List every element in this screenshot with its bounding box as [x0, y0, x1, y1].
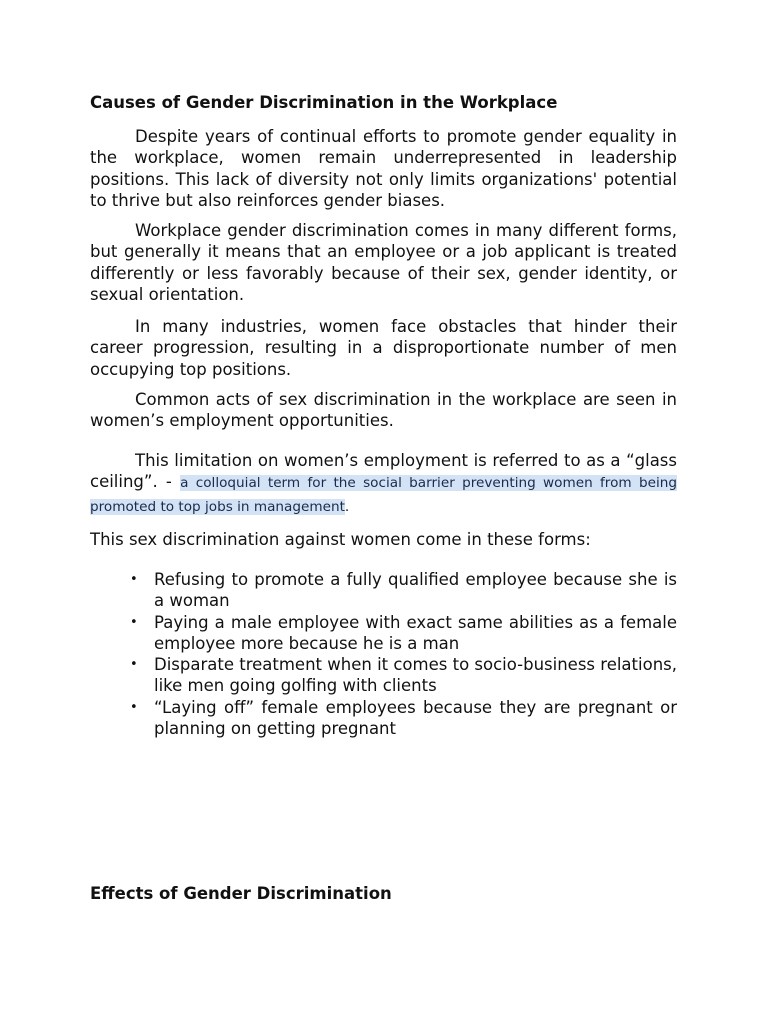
list-item-text: “Laying off” female employees because they are pregnant or planning on getting pregnant	[154, 697, 677, 739]
list-item	[90, 654, 677, 697]
paragraph-common-acts: Common acts of sex discrimination in the workplace are seen in women’s employment opportunities.	[90, 390, 677, 431]
list-item-text: Paying a male employee with exact same abilities as a female employee more because he is a man	[154, 612, 677, 653]
bullet-icon: •	[130, 657, 138, 673]
forms-list	[90, 569, 677, 739]
list-item	[90, 612, 677, 655]
bullet-icon: •	[130, 572, 138, 587]
glass-ceiling-end: .	[344, 498, 350, 515]
section-heading-causes: Causes of Gender Discrimination in the Workplace	[90, 93, 558, 112]
bullet-icon: •	[130, 699, 138, 715]
section-heading-effects: Effects of Gender Discrimination	[90, 884, 392, 903]
paragraph-obstacles: In many industries, women face obstacles that hinder their career progression, resulting in a disproportionate number of men occupying top positions.	[90, 317, 677, 379]
bullet-icon: •	[130, 614, 138, 630]
glass-ceiling-definition-highlight: a colloquial term for the social barrier preventing women from being promoted to top jobs in management	[90, 475, 677, 515]
list-item-text: Refusing to promote a fully qualified employee because she is a woman	[154, 570, 677, 611]
paragraph-definition: Workplace gender discrimination comes in many different forms, but generally it means that an employee or a job applicant is treated differently or less favorably because of their sex, gender identity, or sexual orientation.	[90, 221, 677, 304]
glass-ceiling-lead: This limitation on women’s employment is referred to as a “glass ceiling”. -	[90, 451, 677, 492]
list-item	[90, 697, 677, 740]
list-item	[90, 569, 677, 612]
paragraph-glass-ceiling	[90, 450, 677, 518]
list-item-text: Disparate treatment when it comes to socio-business relations, like men going golfing with clients	[154, 655, 677, 696]
forms-intro: This sex discrimination against women come in these forms:	[90, 530, 591, 549]
paragraph-leadership: Despite years of continual efforts to promote gender equality in the workplace, women remain underrepresented in leadership positions. This lack of diversity not only limits organizations' potential to thrive but also reinforces gender biases.	[90, 127, 677, 210]
